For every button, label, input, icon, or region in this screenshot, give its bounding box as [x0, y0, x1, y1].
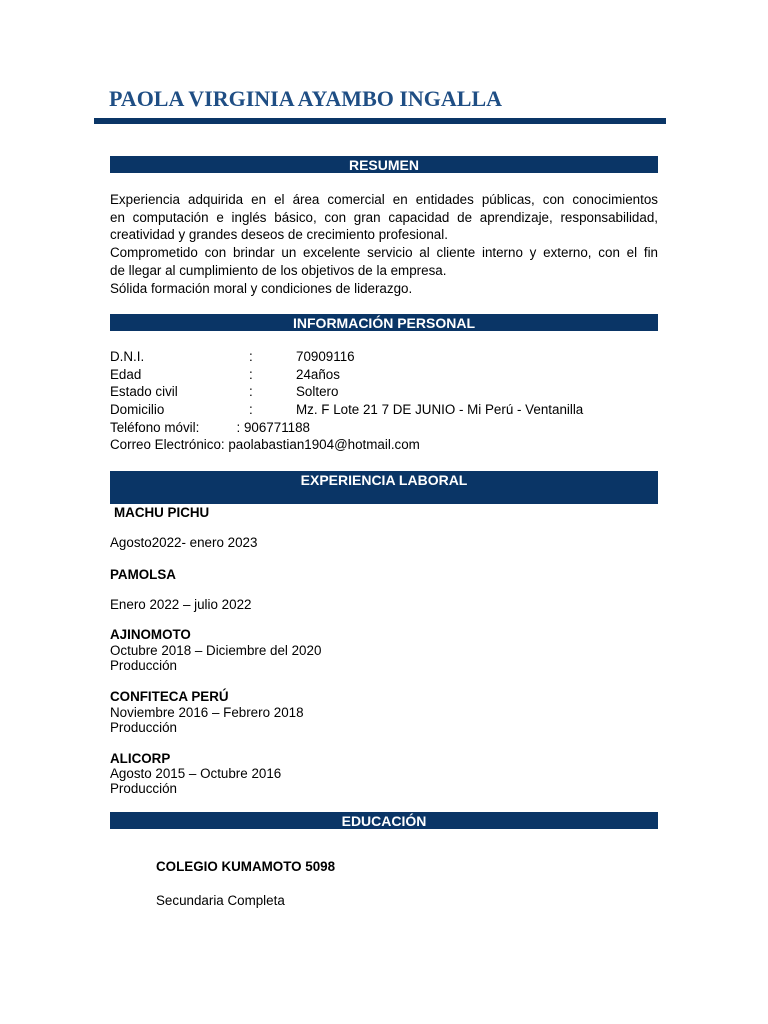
header-rule: [94, 118, 666, 124]
info-label: D.N.I.: [110, 349, 145, 364]
school-level: Secundaria Completa: [156, 893, 285, 908]
school-name: COLEGIO KUMAMOTO 5098: [156, 859, 336, 874]
info-label: Domicilio: [110, 402, 165, 417]
info-value: 70909116: [296, 349, 355, 364]
job-company: MACHU PICHU: [114, 505, 210, 520]
job-company: CONFITECA PERÚ: [110, 689, 229, 704]
section-header-experiencia: EXPERIENCIA LABORAL: [110, 471, 658, 504]
summary-line: de llegar al cumplimiento de los objetivos de la empresa.: [110, 262, 447, 278]
summary-line: creatividad y grandes deseos de crecimiento profesional.: [110, 227, 448, 243]
job-area: Producción: [110, 781, 177, 796]
info-label: Estado civil: [110, 384, 178, 399]
candidate-name: PAOLA VIRGINIA AYAMBO INGALLA: [109, 86, 503, 111]
summary-line: en computación e inglés básico, con gran capacidad de aprendizaje, responsabilidad,: [110, 209, 658, 225]
job-company: AJINOMOTO: [110, 627, 191, 642]
job-area: Producción: [110, 658, 177, 673]
section-header-resumen: RESUMEN: [110, 156, 658, 173]
info-separator: :: [249, 349, 253, 364]
job-area: Producción: [110, 720, 177, 735]
summary-line: Experiencia adquirida en el área comercial en entidades públicas, con conocimientos: [110, 192, 658, 207]
summary-line: Sólida formación moral y condiciones de liderazgo.: [110, 280, 413, 296]
info-value: Mz. F Lote 21 7 DE JUNIO - Mi Perú - Ventanilla: [296, 402, 584, 417]
info-email: Correo Electrónico: paolabastian1904@hotmail.com: [110, 437, 420, 452]
info-separator: :: [249, 384, 253, 399]
info-separator: :: [249, 402, 253, 417]
job-period: Noviembre 2016 – Febrero 2018: [110, 705, 304, 720]
job-period: Octubre 2018 – Diciembre del 2020: [110, 643, 322, 658]
section-header-info: INFORMACIÓN PERSONAL: [110, 314, 658, 331]
job-company: ALICORP: [110, 751, 171, 766]
job-company: PAMOLSA: [110, 567, 176, 582]
info-label: Edad: [110, 367, 142, 382]
info-separator: :: [249, 367, 253, 382]
job-period: Enero 2022 – julio 2022: [110, 597, 252, 612]
section-header-educacion: EDUCACIÓN: [110, 812, 658, 829]
summary-line: Comprometido con brindar un excelente servicio al cliente interno y externo, con el fin: [110, 245, 658, 261]
job-period: Agosto2022- enero 2023: [110, 535, 258, 550]
info-value: 24años: [296, 367, 340, 382]
info-phone: Teléfono móvil: : 906771188: [110, 420, 310, 435]
job-period: Agosto 2015 – Octubre 2016: [110, 766, 282, 781]
summary-paragraph: [110, 191, 658, 297]
info-value: Soltero: [296, 384, 339, 399]
